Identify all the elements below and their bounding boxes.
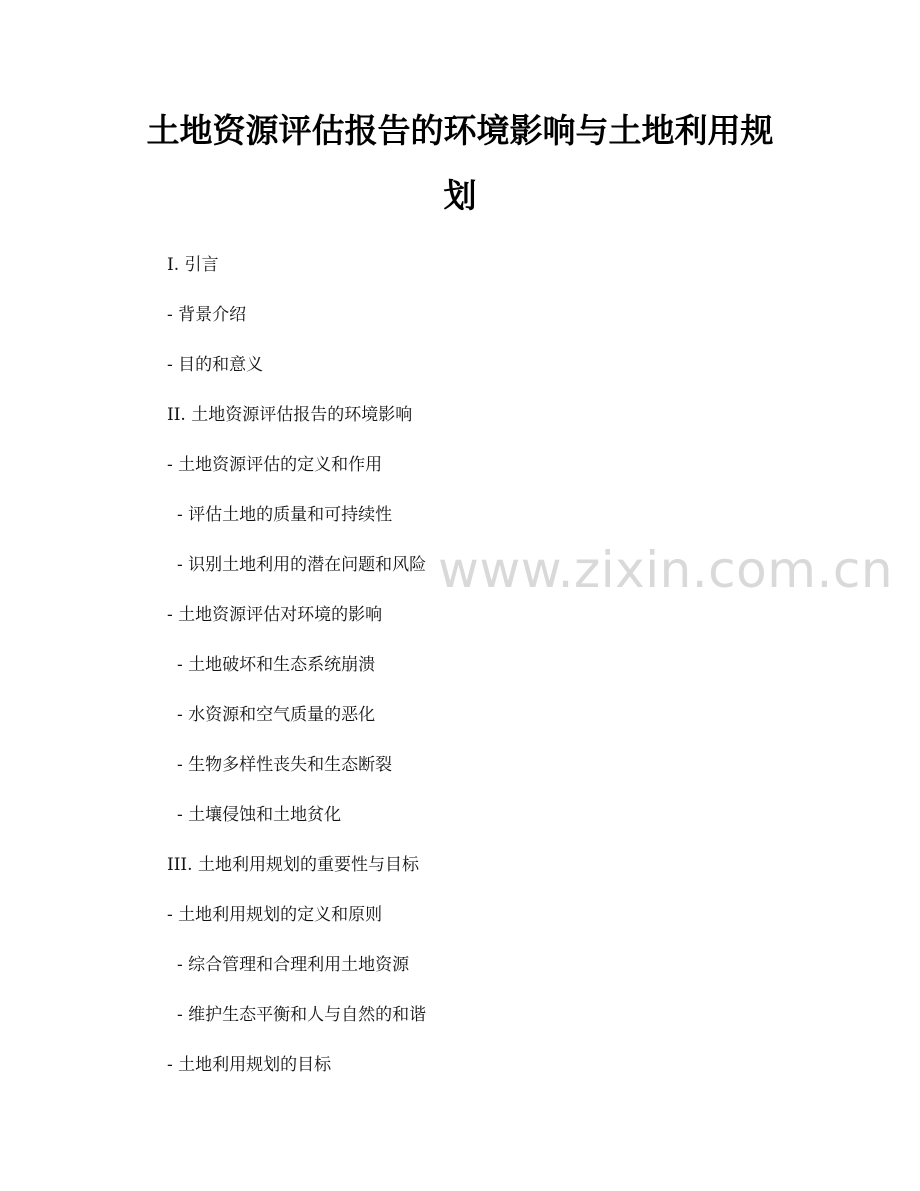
outline-item: - 土地利用规划的目标 (167, 1055, 332, 1075)
watermark: www.zixin.com.cn (438, 541, 894, 599)
outline-subitem: - 土壤侵蚀和土地贫化 (177, 805, 342, 825)
outline-item: - 目的和意义 (167, 355, 264, 375)
section-heading-land-use-planning: III. 土地利用规划的重要性与目标 (167, 855, 419, 875)
outline-subitem: - 评估土地的质量和可持续性 (177, 505, 393, 525)
outline-item: - 背景介绍 (167, 305, 247, 325)
document-title-line-2: 划 (443, 176, 477, 215)
outline-subitem: - 识别土地利用的潜在问题和风险 (177, 555, 427, 575)
outline-item: - 土地利用规划的定义和原则 (167, 905, 383, 925)
section-heading-introduction: I. 引言 (167, 255, 219, 275)
document-title-line-1: 土地资源评估报告的环境影响与土地利用规 (146, 111, 774, 150)
outline-item: - 土地资源评估对环境的影响 (167, 605, 383, 625)
outline-subitem: - 生物多样性丧失和生态断裂 (177, 755, 393, 775)
outline-item: - 土地资源评估的定义和作用 (167, 455, 383, 475)
outline-subitem: - 水资源和空气质量的恶化 (177, 705, 376, 725)
outline-subitem: - 维护生态平衡和人与自然的和谐 (177, 1005, 427, 1025)
outline-subitem: - 综合管理和合理利用土地资源 (177, 955, 410, 975)
section-heading-environmental-impact: II. 土地资源评估报告的环境影响 (167, 405, 413, 425)
outline-subitem: - 土地破坏和生态系统崩溃 (177, 655, 376, 675)
